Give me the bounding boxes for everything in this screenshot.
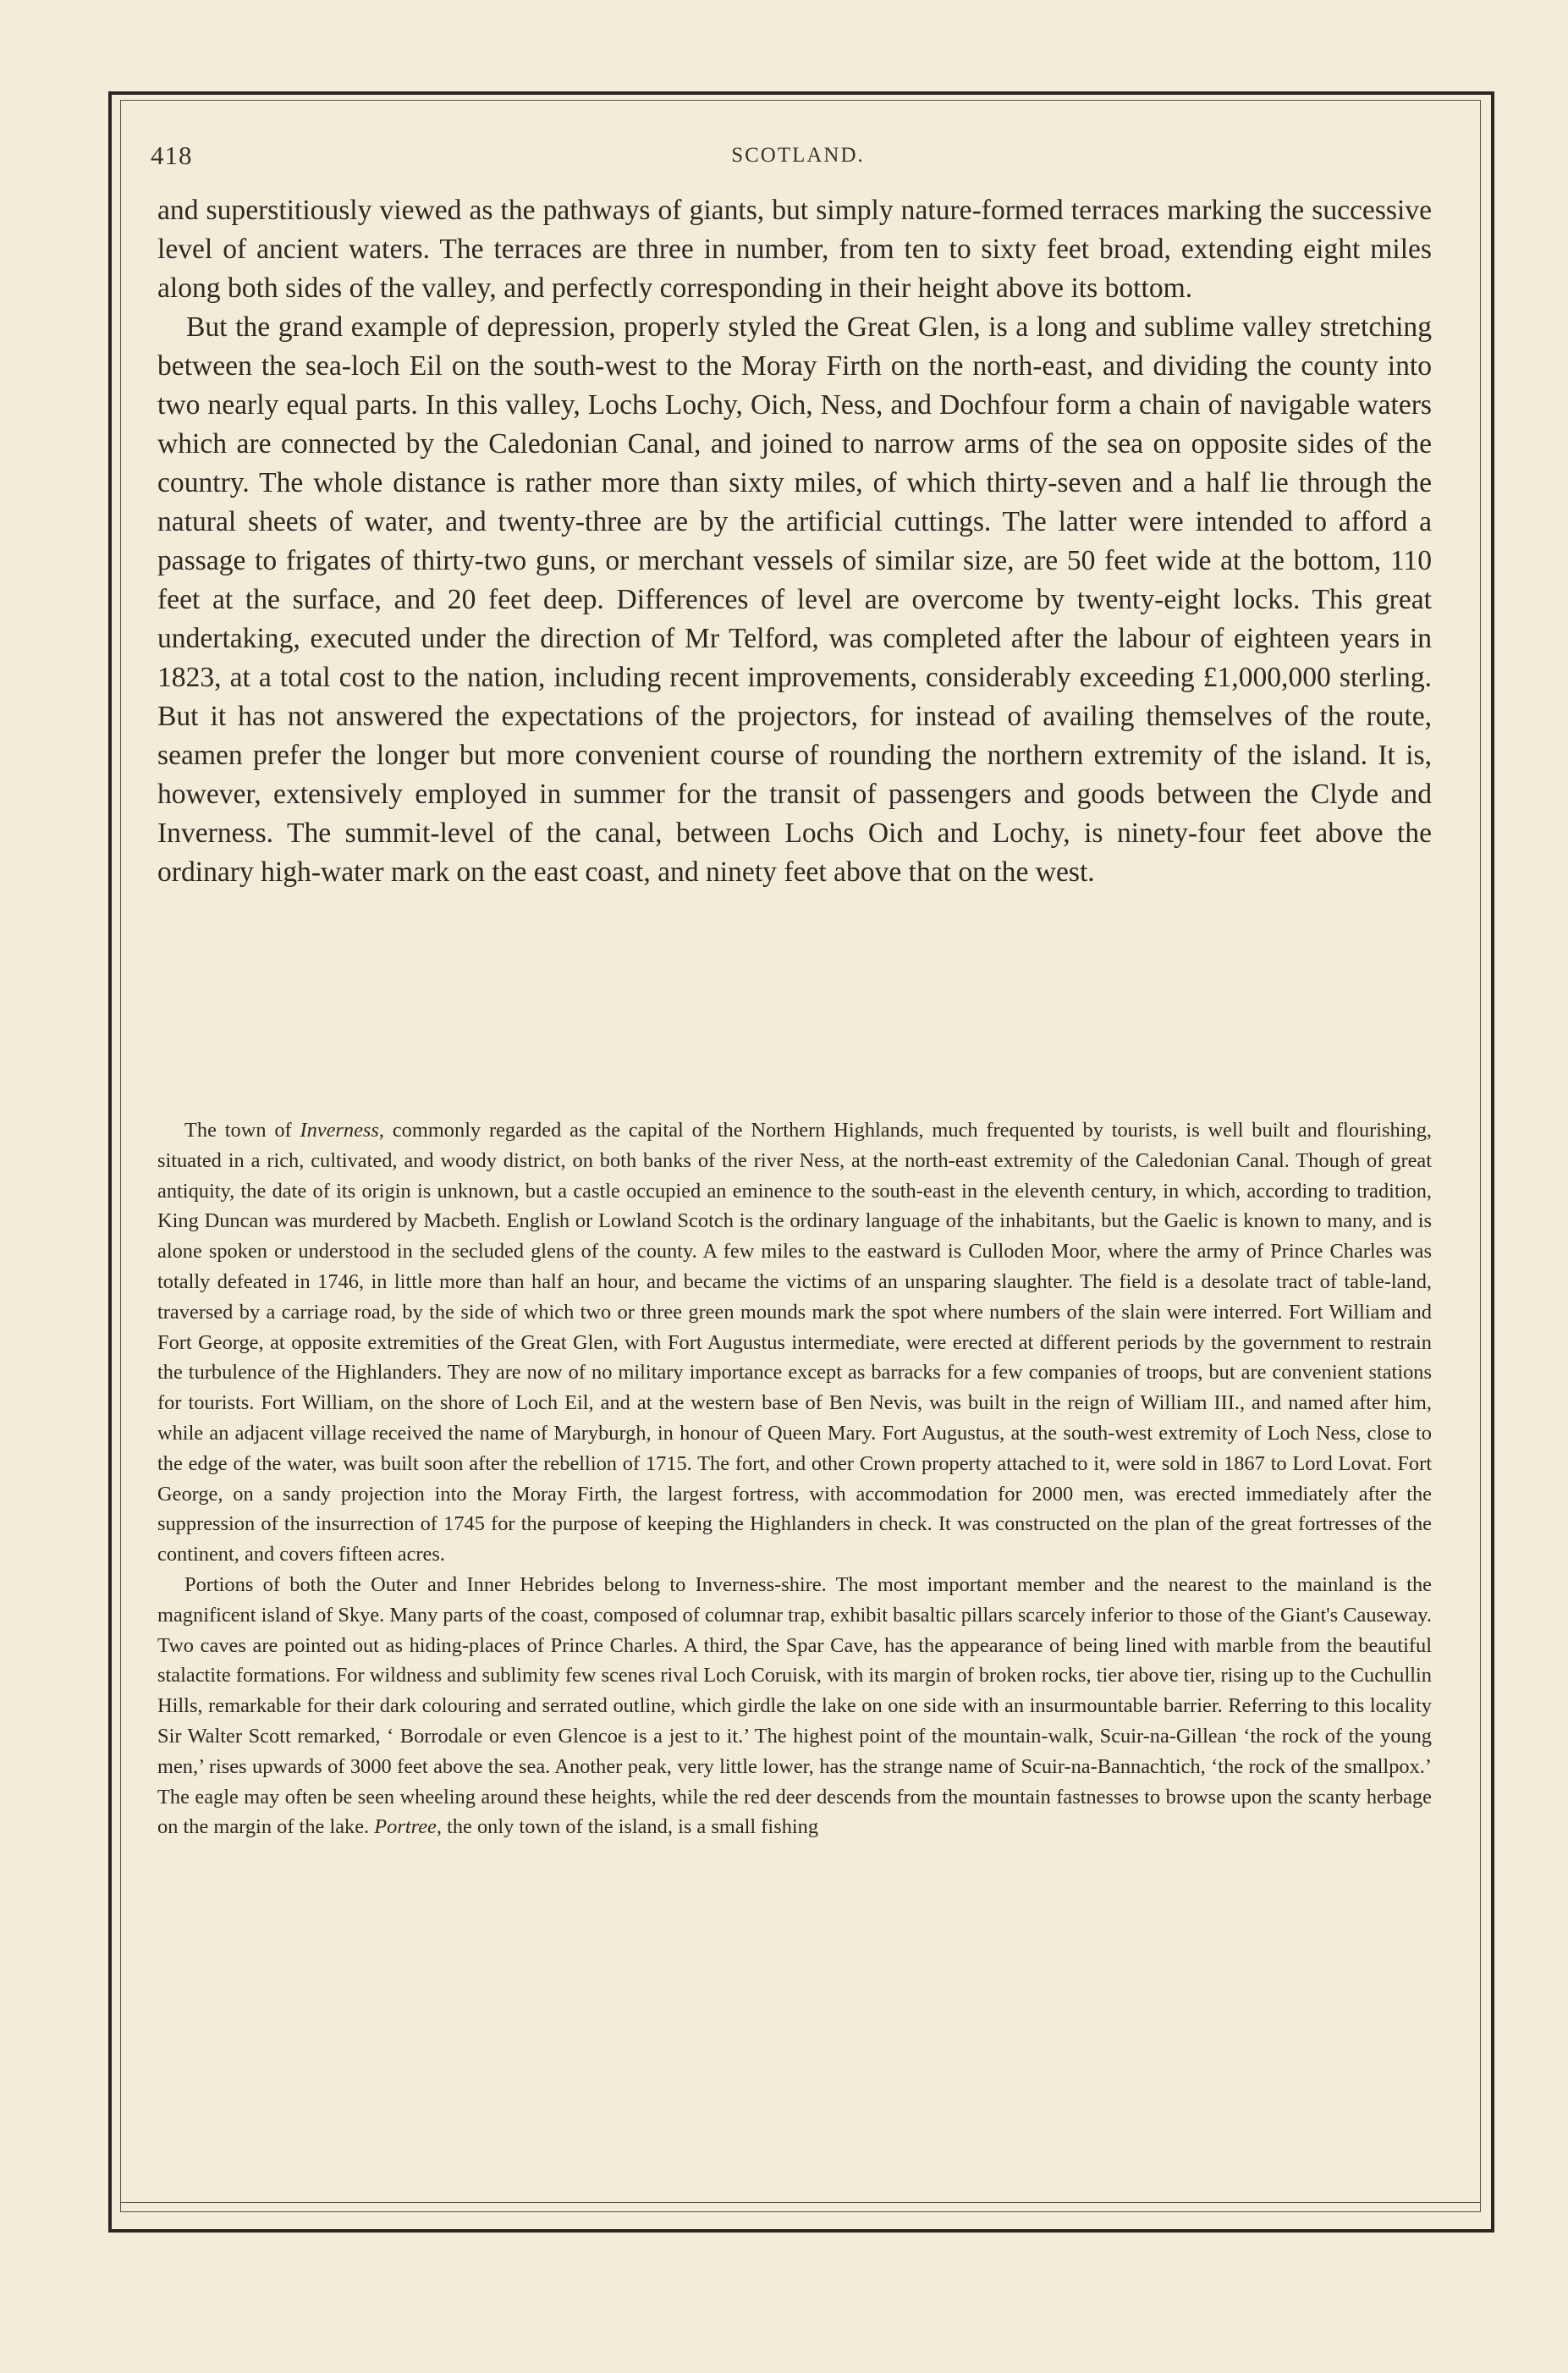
small-paragraph-hebrides	[157, 1570, 1432, 1842]
main-text	[157, 191, 1432, 892]
page-header	[151, 140, 1445, 174]
portree-emphasis: Portree,	[374, 1815, 442, 1839]
small-paragraph-inverness-lead: The town of	[184, 1119, 300, 1142]
small-print-section	[157, 1115, 1432, 1842]
small-paragraph-inverness	[157, 1115, 1432, 1570]
inverness-emphasis: Inverness,	[300, 1119, 385, 1142]
main-paragraph-1: and superstitiously viewed as the pathways of giants, but simply nature-formed terraces marking the successive level of ancient waters. The terraces are three in number, from ten to sixty feet broad, extending eight miles along both sides of the valley, and perfectly corresponding in their height above its bottom.	[157, 195, 1432, 304]
running-head: SCOTLAND.	[731, 144, 865, 167]
main-paragraph-2: But the grand example of depression, properly styled the Great Glen, is a long and sublime valley stretching between the sea-loch Eil on the south-west to the Moray Firth on the north-east, and dividing the county into two nearly equal parts. In this valley, Lochs Lochy, Oich, Ness, and Dochfour form a chain of navigable waters which are connected by the Caledonian Canal, and joined to narrow arms of the sea on opposite sides of the country. The whole distance is rather more than sixty miles, of which thirty-seven and a half lie through the natural sheets of water, and twenty-three are by the artificial cuttings. The latter were intended to afford a passage to frigates of thirty-two guns, or merchant vessels of similar size, are 50 feet wide at the bottom, 110 feet at the surface, and 20 feet deep. Differences of level are overcome by twenty-eight locks. This great undertaking, executed under the direction of Mr Telford, was completed after the labour of eighteen years in 1823, at a total cost to the nation, including recent improvements, considerably exceeding £1,000,000 sterling. But it has not answered the expectations of the projectors, for instead of availing themselves of the route, seamen prefer the longer but more convenient course of rounding the northern extremity of the island. It is, however, extensively employed in summer for the transit of passengers and goods between the Clyde and Inverness. The summit-level of the canal, between Lochs Oich and Lochy, is ninety-four feet above the ordinary high-water mark on the east coast, and ninety feet above that on the west.	[157, 311, 1432, 888]
small-paragraph-inverness-body: commonly regarded as the capital of the Northern Highlands, much frequented by tourists, is well built and flourishing, situated in a rich, cultivated, and woody district, on both banks of the river Ness, at the north-east extremity of the Caledonian Canal. Though of great antiquity, the date of its origin is unknown, but a castle occupied an eminence to the south-east in the eleventh century, in which, according to tradition, King Duncan was murdered by Macbeth. English or Lowland Scotch is the ordinary language of the inhabitants, but the Gaelic is known to many, and is alone spoken or understood in the secluded glens of the county. A few miles to the eastward is Culloden Moor, where the army of Prince Charles was totally defeated in 1746, in little more than half an hour, and became the victims of an unsparing slaughter. The field is a desolate tract of table-land, traversed by a carriage road, by the side of which two or three green mounds mark the spot where numbers of the slain were interred. Fort William and Fort George, at opposite extremities of the Great Glen, with Fort Augustus intermediate, were erected at different periods by the government to restrain the turbulence of the Highlanders. They are now of no military importance except as barracks for a few companies of troops, but are convenient stations for tourists. Fort William, on the shore of Loch Eil, and at the western base of Ben Nevis, was built in the reign of William III., and named after him, while an adjacent village received the name of Maryburgh, in honour of Queen Mary. Fort Augustus, at the south-west extremity of Loch Ness, close to the edge of the water, was built soon after the rebellion of 1715. The fort, and other Crown property attached to it, were sold in 1867 to Lord Lovat. Fort George, on a sandy projection into the Moray Firth, the largest fortress, with accommodation for 2000 men, was erected immediately after the suppression of the insurrection of 1745 for the purpose of keeping the Highlanders in check. It was constructed on the plan of the great fortresses of the continent, and covers fifteen acres.	[157, 1119, 1433, 1566]
small-paragraph-hebrides-tail: the only town of the island, is a small fishing	[441, 1815, 819, 1839]
bottom-rule	[120, 2202, 1481, 2203]
page-number: 418	[151, 140, 193, 170]
small-paragraph-hebrides-body: Portions of both the Outer and Inner Hebrides belong to Inverness-shire. The most important member and the nearest to the mainland is the magnificent island of Skye. Many parts of the coast, composed of columnar trap, exhibit basaltic pillars scarcely inferior to those of the Giant's Causeway. Two caves are pointed out as hiding-places of Prince Charles. A third, the Spar Cave, has the appearance of being lined with marble from the beautiful stalactite formations. For wildness and sublimity few scenes rival Loch Coruisk, with its margin of broken rocks, tier above tier, rising up to the Cuchullin Hills, remarkable for their dark colouring and serrated outline, which girdle the lake on one side with an insurmountable barrier. Referring to this locality Sir Walter Scott remarked, ‘ Borrodale or even Glencoe is a jest to it.’ The highest point of the mountain-walk, Scuir-na-Gillean ‘the rock of the young men,’ rises upwards of 3000 feet above the sea. Another peak, very little lower, has the strange name of Scuir-na-Bannachtich, ‘the rock of the smallpox.’ The eagle may often be seen wheeling around these heights, while the red deer descends from the mountain fastnesses to browse upon the scanty herbage on the margin of the lake.	[157, 1572, 1432, 1839]
